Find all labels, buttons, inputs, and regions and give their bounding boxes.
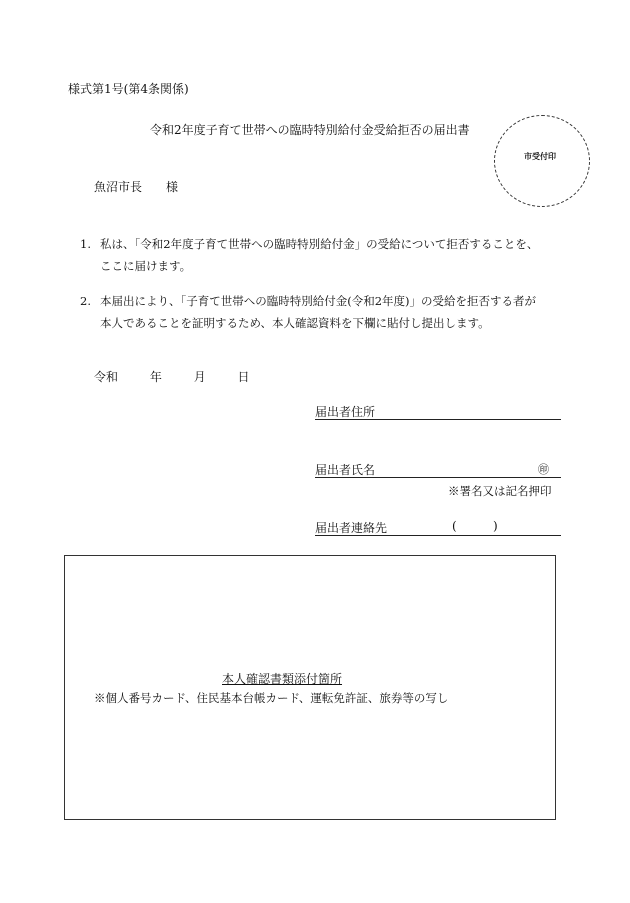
- reception-stamp-label: 市受付印: [524, 152, 556, 161]
- applicant-contact-field[interactable]: [315, 519, 561, 536]
- contact-paren-close: ): [493, 519, 498, 533]
- date-day: 日: [237, 370, 250, 384]
- id-document-attachment-box[interactable]: [64, 555, 556, 820]
- seal-mark-icon: ㊞: [538, 463, 549, 476]
- date-year: 年: [149, 370, 162, 384]
- addressee-honorific: 様: [166, 180, 179, 194]
- item-text-line: 私は、「令和2年度子育て世帯への臨時特別給付金」の受給について拒否することを、: [100, 237, 539, 251]
- statement-item-1: [80, 233, 538, 277]
- addressee: [94, 178, 178, 195]
- statement-item-2: [80, 290, 536, 334]
- item-text-line: 本届出により、「子育て世帯への臨時特別給付金(令和2年度)」の受給を拒否する者が: [100, 294, 537, 308]
- date-era: 令和: [94, 370, 119, 384]
- date-month: 月: [193, 370, 206, 384]
- form-number: 様式第1号(第4条関係): [68, 82, 189, 96]
- date-line: [94, 368, 278, 385]
- item-number: 1.: [80, 237, 91, 251]
- applicant-contact-label: 届出者連絡先: [315, 521, 388, 535]
- contact-paren-open: (: [452, 519, 457, 533]
- applicant-address-label: 届出者住所: [315, 405, 376, 419]
- attachment-note: ※個人番号カード、住民基本台帳カード、運転免許証、旅券等の写し: [94, 691, 449, 705]
- applicant-name-label: 届出者氏名: [315, 463, 376, 477]
- item-number: 2.: [80, 294, 91, 308]
- signature-note: ※署名又は記名押印: [448, 484, 552, 498]
- item-text-line: ここに届けます。: [100, 259, 192, 273]
- addressee-name: 魚沼市長: [94, 180, 143, 194]
- attachment-title: 本人確認書類添付箇所: [222, 672, 343, 686]
- applicant-name-field[interactable]: [315, 461, 561, 478]
- document-title: 令和2年度子育て世帯への臨時特別給付金受給拒否の届出書: [150, 123, 470, 137]
- item-text-line: 本人であることを証明するため、本人確認資料を下欄に貼付し提出します。: [100, 316, 490, 330]
- applicant-address-field[interactable]: [315, 403, 561, 420]
